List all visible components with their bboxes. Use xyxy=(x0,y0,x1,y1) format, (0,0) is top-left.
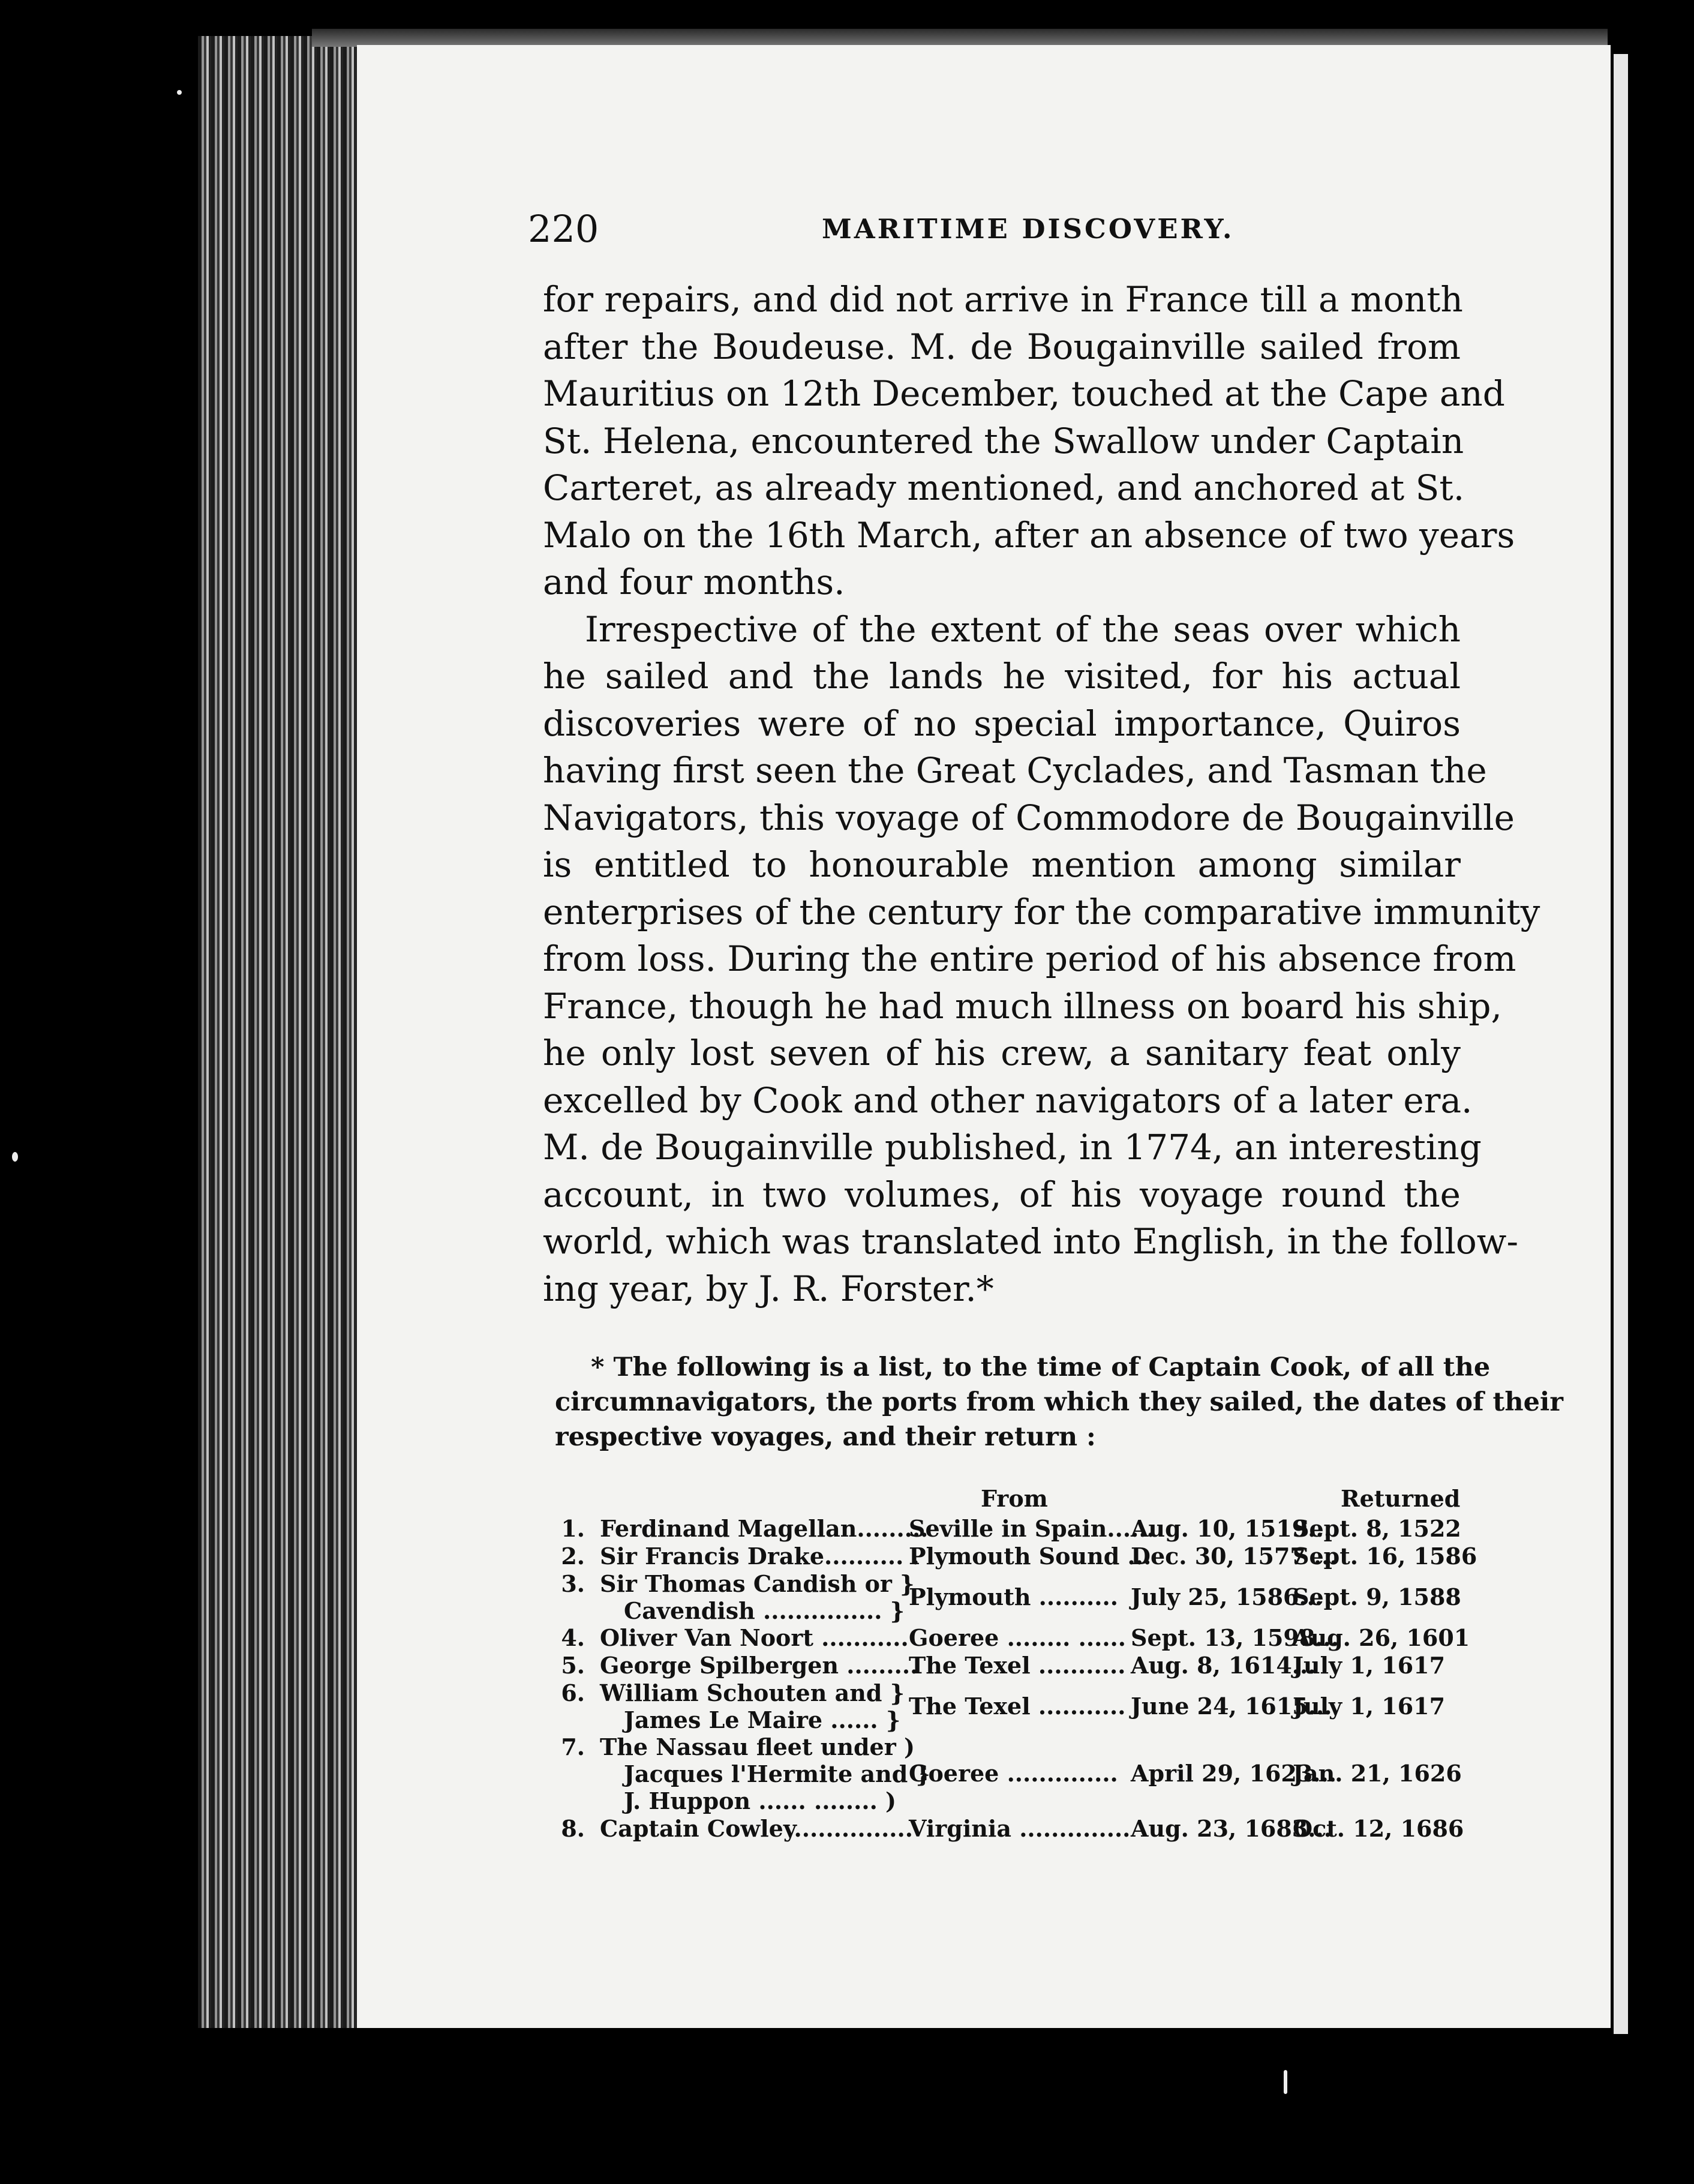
text-line: after the Boudeuse. M. de Bougainville sailed from xyxy=(543,326,1461,367)
departure-port: Virginia .............. xyxy=(909,1815,1131,1842)
scan-speck xyxy=(12,1152,18,1162)
text-line: from loss. During the entire period of his absence from xyxy=(543,938,1516,979)
return-date: Sept. 9, 1588 xyxy=(1293,1583,1461,1610)
text-line: ing year, by J. R. Forster.* xyxy=(543,1268,994,1309)
text-line: Mauritius on 12th December, touched at the Cape and xyxy=(543,373,1505,414)
running-title: MARITIME DISCOVERY. xyxy=(822,213,1235,245)
scan-speck xyxy=(1284,2070,1287,2094)
name-line: George Spilbergen ......... xyxy=(600,1652,918,1679)
table-row xyxy=(555,1815,1479,1843)
text-line: Navigators, this voyage of Commodore de Bougainville xyxy=(543,797,1515,838)
page-number: 220 xyxy=(528,207,599,251)
table-row xyxy=(555,1515,1479,1543)
name-line: James Le Maire ...... } xyxy=(624,1706,901,1733)
text-line: he only lost seven of his crew, a sanitary feat only xyxy=(543,1033,1461,1073)
footnote-line: * The following is a list, to the time of Captain Cook, of all the xyxy=(591,1352,1491,1382)
navigator-name xyxy=(600,1652,942,1679)
departure-date: June 24, 1615... xyxy=(1131,1693,1332,1720)
table-row xyxy=(555,1733,1479,1815)
column-header-returned: Returned xyxy=(1341,1485,1461,1512)
facing-page-edge xyxy=(1628,24,1694,2052)
name-line: William Schouten and } xyxy=(600,1679,905,1706)
navigator-name xyxy=(600,1815,942,1842)
scan-speck xyxy=(177,90,182,95)
departure-port: Goeree ........ ...... xyxy=(909,1624,1127,1651)
name-line: Sir Francis Drake.......... . xyxy=(600,1543,920,1570)
navigator-name xyxy=(600,1515,942,1542)
page-header xyxy=(528,207,1464,255)
row-number: 4. xyxy=(561,1624,585,1651)
return-date: July 1, 1617 xyxy=(1293,1693,1446,1720)
row-number: 8. xyxy=(561,1815,585,1842)
name-line: The Nassau fleet under ) xyxy=(600,1733,915,1760)
row-number: 6. xyxy=(561,1679,585,1706)
row-number: 3. xyxy=(561,1570,585,1597)
text-line: he sailed and the lands he visited, for his actual xyxy=(543,656,1461,697)
name-line: J. Huppon ...... ........ ) xyxy=(624,1787,897,1814)
departure-date: April 29, 1623... xyxy=(1131,1760,1336,1787)
return-date: Sept. 8, 1522 xyxy=(1293,1515,1461,1542)
column-header-from: From xyxy=(981,1485,1048,1512)
book-page-edges xyxy=(198,36,360,2028)
text-line: for repairs, and did not arrive in France till a month xyxy=(543,279,1463,320)
row-number: 5. xyxy=(561,1652,585,1679)
text-line: Malo on the 16th March, after an absence of two years xyxy=(543,514,1515,556)
footnote-line: circumnavigators, the ports from which they sailed, the dates of their xyxy=(555,1387,1564,1417)
text-line: St. Helena, encountered the Swallow under Captain xyxy=(543,420,1464,461)
row-number: 2. xyxy=(561,1543,585,1570)
departure-date: July 25, 1586... xyxy=(1131,1583,1323,1610)
return-date: Oct. 12, 1686 xyxy=(1293,1815,1464,1842)
departure-date: Aug. 8, 1614... xyxy=(1131,1652,1316,1679)
text-line: enterprises of the century for the comparative immunity xyxy=(543,891,1540,932)
text-line: having first seen the Great Cyclades, and Tasman the xyxy=(543,750,1487,791)
name-line: Ferdinand Magellan......... xyxy=(600,1515,929,1542)
table-row xyxy=(555,1543,1479,1570)
table-row xyxy=(555,1679,1479,1733)
navigator-name xyxy=(600,1733,942,1814)
text-line: and four months. xyxy=(543,562,845,602)
return-date: July 1, 1617 xyxy=(1293,1652,1446,1679)
table-row xyxy=(555,1624,1479,1652)
paragraph-1 xyxy=(543,276,1515,606)
departure-date: Sept. 13, 1598... xyxy=(1131,1624,1339,1651)
body-text xyxy=(543,276,1540,1312)
departure-port: Goeree .............. xyxy=(909,1760,1118,1787)
row-number: 1. xyxy=(561,1515,585,1542)
departure-port: Plymouth Sound ... xyxy=(909,1543,1152,1570)
departure-date: Dec. 30, 1577 ... xyxy=(1131,1543,1338,1570)
text-line: Irrespective of the extent of the seas over which xyxy=(585,608,1461,650)
row-number: 7. xyxy=(561,1733,585,1760)
departure-port: The Texel ........... xyxy=(909,1693,1126,1720)
navigator-name xyxy=(600,1543,942,1570)
navigator-name xyxy=(600,1570,942,1624)
text-line: discoveries were of no special importance, Quiros xyxy=(543,703,1461,744)
departure-port: Seville in Spain...... xyxy=(909,1515,1155,1542)
circumnavigators-table xyxy=(555,1485,1479,1843)
navigator-name xyxy=(600,1679,942,1733)
departure-port: The Texel ........... xyxy=(909,1652,1126,1679)
text-line: Carteret, as already mentioned, and anchored at St. xyxy=(543,467,1465,508)
name-line: Cavendish ............... } xyxy=(624,1597,905,1624)
return-date: Aug. 26, 1601 xyxy=(1293,1624,1470,1651)
name-line: Captain Cowley............... xyxy=(600,1815,913,1842)
page-fold-edge xyxy=(1614,54,1628,2034)
table-row xyxy=(555,1570,1479,1624)
paragraph-2 xyxy=(543,606,1540,1313)
return-date: Sept. 16, 1586 xyxy=(1293,1543,1477,1570)
text-line: excelled by Cook and other navigators of a later era. xyxy=(543,1079,1473,1121)
footnote-line: respective voyages, and their return : xyxy=(555,1422,1096,1452)
return-date: Jan. 21, 1626 xyxy=(1293,1760,1462,1787)
name-line: Oliver Van Noort ........... xyxy=(600,1624,909,1651)
name-line: Sir Thomas Candish or } xyxy=(600,1570,915,1597)
text-line: account, in two volumes, of his voyage round the xyxy=(543,1174,1461,1215)
table-header xyxy=(555,1485,1479,1515)
table-row xyxy=(555,1652,1479,1679)
text-line: M. de Bougainville published, in 1774, an interesting xyxy=(543,1127,1482,1168)
book-top-edge xyxy=(312,29,1608,47)
footnote xyxy=(555,1350,1564,1454)
departure-date: Aug. 23, 1683... xyxy=(1131,1815,1332,1842)
navigator-name xyxy=(600,1624,942,1651)
departure-date: Aug. 10, 1519... xyxy=(1131,1515,1332,1542)
departure-port: Plymouth .......... xyxy=(909,1583,1118,1610)
text-line: world, which was translated into English, in the follow- xyxy=(543,1221,1519,1262)
text-line: is entitled to honourable mention among similar xyxy=(543,844,1461,885)
text-line: France, though he had much illness on board his ship, xyxy=(543,985,1502,1027)
name-line: Jacques l'Hermite and } xyxy=(624,1760,930,1787)
